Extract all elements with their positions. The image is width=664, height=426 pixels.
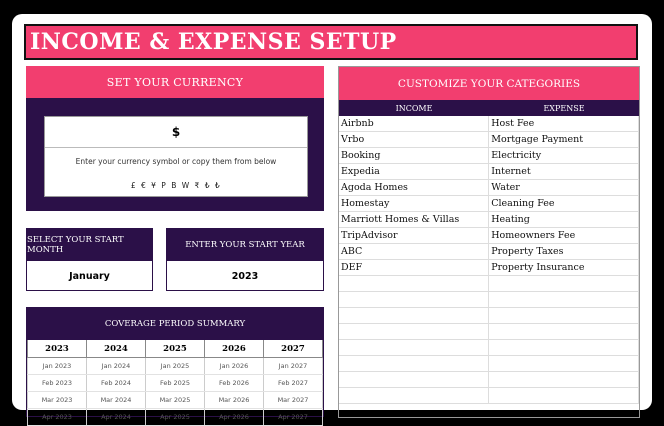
income-category-cell[interactable]: Homestay: [339, 196, 489, 212]
coverage-cell: Jan 2023: [28, 358, 87, 375]
coverage-year-header: 2027: [264, 340, 323, 358]
expense-category-cell[interactable]: Host Fee: [489, 116, 639, 132]
category-row: [339, 356, 639, 372]
coverage-cell: Jan 2026: [205, 358, 264, 375]
page-title-bar: [24, 24, 638, 60]
expense-category-cell[interactable]: [489, 372, 639, 388]
category-row: [339, 308, 639, 324]
categories-table: [339, 116, 639, 404]
expense-category-cell[interactable]: [489, 308, 639, 324]
coverage-year-header: 2024: [87, 340, 146, 358]
income-category-cell[interactable]: Expedia: [339, 164, 489, 180]
category-row: [339, 180, 639, 196]
spreadsheet-frame: [12, 14, 652, 421]
coverage-cell: Feb 2025: [146, 375, 205, 392]
coverage-year-header: 2026: [205, 340, 264, 358]
coverage-cell: Mar 2026: [205, 392, 264, 409]
categories-heading: CUSTOMIZE YOUR CATEGORIES: [339, 67, 639, 100]
coverage-row: [28, 375, 323, 392]
expense-column-header: EXPENSE: [543, 103, 585, 113]
coverage-summary: [26, 307, 324, 421]
income-category-cell[interactable]: [339, 308, 489, 324]
income-category-cell[interactable]: [339, 340, 489, 356]
coverage-cell: Apr 2023: [28, 409, 87, 426]
coverage-cell: Mar 2025: [146, 392, 205, 409]
income-category-cell[interactable]: Vrbo: [339, 132, 489, 148]
coverage-table: [27, 340, 323, 426]
expense-category-cell[interactable]: Electricity: [489, 148, 639, 164]
coverage-cell: Mar 2027: [264, 392, 323, 409]
expense-category-cell[interactable]: Water: [489, 180, 639, 196]
coverage-cell: Feb 2027: [264, 375, 323, 392]
expense-category-cell[interactable]: [489, 388, 639, 404]
category-row: [339, 132, 639, 148]
currency-card: [44, 116, 308, 197]
category-row: [339, 116, 639, 132]
start-month-panel: [26, 228, 153, 291]
income-category-cell[interactable]: Booking: [339, 148, 489, 164]
expense-category-cell[interactable]: [489, 340, 639, 356]
income-category-cell[interactable]: [339, 276, 489, 292]
income-category-cell[interactable]: [339, 372, 489, 388]
coverage-cell: Apr 2025: [146, 409, 205, 426]
coverage-cell: Mar 2024: [87, 392, 146, 409]
category-row: [339, 212, 639, 228]
expense-category-cell[interactable]: Heating: [489, 212, 639, 228]
income-category-cell[interactable]: [339, 356, 489, 372]
categories-subheader: [339, 100, 639, 116]
coverage-row: [28, 392, 323, 409]
currency-symbol-input[interactable]: $: [45, 117, 307, 148]
expense-category-cell[interactable]: Cleaning Fee: [489, 196, 639, 212]
category-row: [339, 244, 639, 260]
expense-category-cell[interactable]: Homeowners Fee: [489, 228, 639, 244]
category-row: [339, 292, 639, 308]
start-month-heading: SELECT YOUR START MONTH: [27, 229, 152, 261]
category-row: [339, 276, 639, 292]
coverage-cell: Apr 2024: [87, 409, 146, 426]
currency-hint: Enter your currency symbol or copy them from below: [75, 157, 277, 166]
category-row: [339, 260, 639, 276]
expense-category-cell[interactable]: Property Taxes: [489, 244, 639, 260]
coverage-cell: Jan 2024: [87, 358, 146, 375]
category-row: [339, 324, 639, 340]
page-title: INCOME & EXPENSE SETUP: [30, 29, 397, 55]
income-category-cell[interactable]: [339, 324, 489, 340]
currency-heading: [26, 66, 324, 98]
income-column-header: INCOME: [395, 103, 433, 113]
expense-category-cell[interactable]: Mortgage Payment: [489, 132, 639, 148]
coverage-cell: Feb 2026: [205, 375, 264, 392]
expense-category-cell[interactable]: [489, 324, 639, 340]
coverage-row: [28, 358, 323, 375]
coverage-cell: Jan 2025: [146, 358, 205, 375]
income-category-cell[interactable]: TripAdvisor: [339, 228, 489, 244]
coverage-cell: Apr 2027: [264, 409, 323, 426]
coverage-cell: Feb 2024: [87, 375, 146, 392]
expense-category-cell[interactable]: [489, 356, 639, 372]
expense-category-cell[interactable]: Property Insurance: [489, 260, 639, 276]
income-category-cell[interactable]: [339, 388, 489, 404]
income-category-cell[interactable]: Airbnb: [339, 116, 489, 132]
coverage-cell: Jan 2027: [264, 358, 323, 375]
coverage-row: [28, 409, 323, 426]
category-row: [339, 388, 639, 404]
coverage-cell: Apr 2026: [205, 409, 264, 426]
income-category-cell[interactable]: [339, 292, 489, 308]
coverage-year-header: 2023: [28, 340, 87, 358]
coverage-cell: Mar 2023: [28, 392, 87, 409]
income-category-cell[interactable]: DEF: [339, 260, 489, 276]
category-row: [339, 164, 639, 180]
expense-category-cell[interactable]: Internet: [489, 164, 639, 180]
categories-panel: [338, 66, 640, 418]
expense-category-cell[interactable]: [489, 276, 639, 292]
coverage-cell: Feb 2023: [28, 375, 87, 392]
start-year-heading: ENTER YOUR START YEAR: [167, 229, 323, 261]
category-row: [339, 340, 639, 356]
start-month-select[interactable]: January: [69, 270, 110, 282]
expense-category-cell[interactable]: [489, 292, 639, 308]
income-category-cell[interactable]: ABC: [339, 244, 489, 260]
start-year-panel: [166, 228, 324, 291]
coverage-year-header: 2025: [146, 340, 205, 358]
currency-heading-text: SET YOUR CURRENCY: [106, 75, 244, 89]
category-row: [339, 196, 639, 212]
start-year-input[interactable]: 2023: [231, 270, 259, 282]
category-row: [339, 372, 639, 388]
category-row: [339, 228, 639, 244]
income-category-cell[interactable]: Marriott Homes & Villas: [339, 212, 489, 228]
currency-options: £ € ¥ P B W ₹ ₺ ₺: [130, 181, 222, 190]
coverage-heading: COVERAGE PERIOD SUMMARY: [27, 308, 323, 340]
income-category-cell[interactable]: Agoda Homes: [339, 180, 489, 196]
category-row: [339, 148, 639, 164]
